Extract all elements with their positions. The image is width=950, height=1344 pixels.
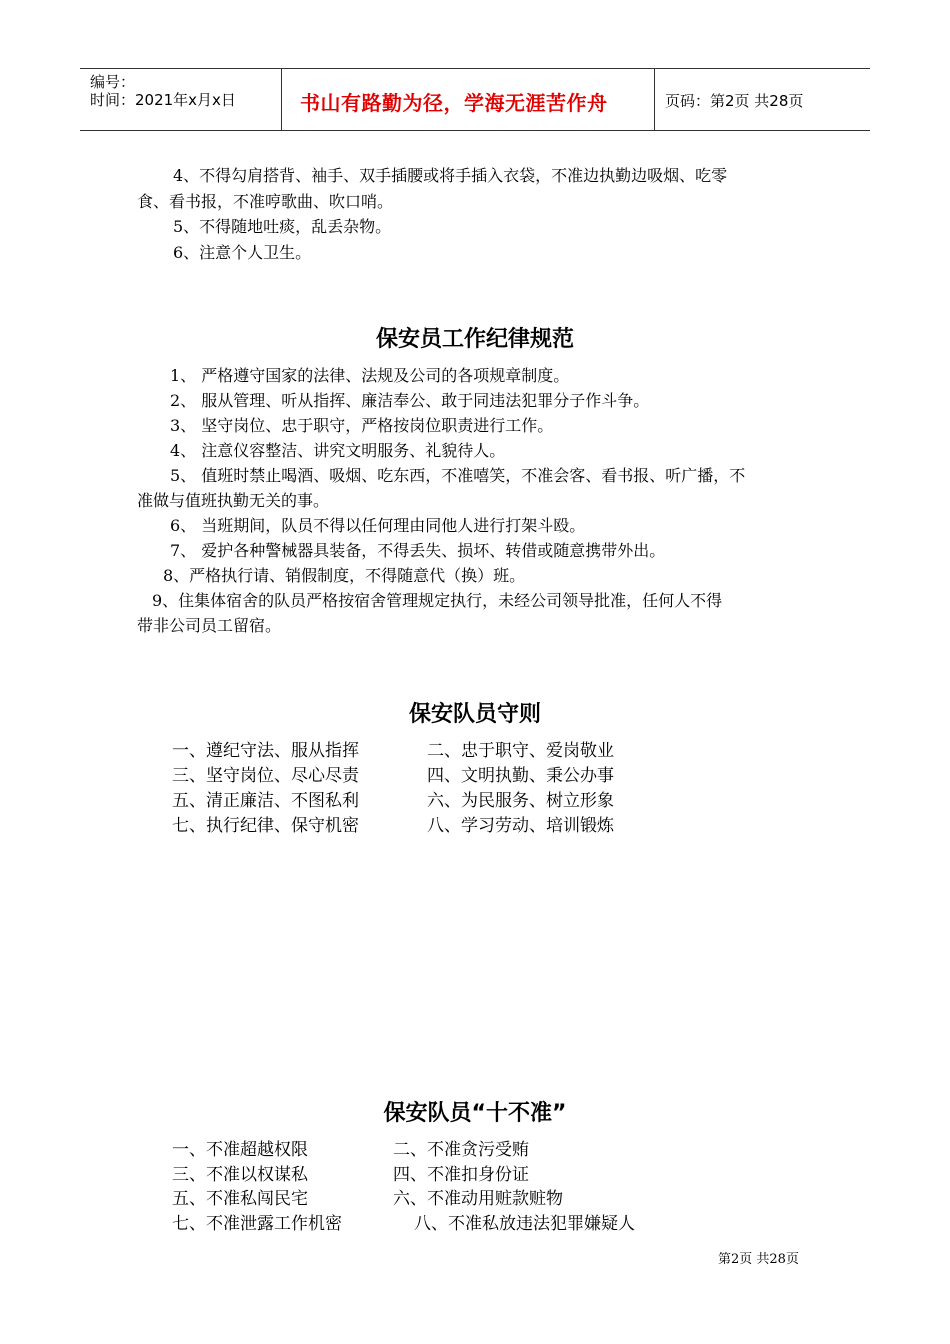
prohibition-item: 一、不准超越权限 [172, 1140, 308, 1160]
rule-line: 1、 严格遵守国家的法律、法规及公司的各项规章制度。 [170, 366, 570, 385]
rule-line: 3、 坚守岗位、忠于职守，严格按岗位职责进行工作。 [170, 416, 554, 435]
prohibition-item: 七、不准泄露工作机密 [172, 1214, 342, 1234]
code-item: 一、遵纪守法、服从指挥 [172, 741, 359, 761]
doc-number-label: 编号： [90, 73, 136, 91]
code-item: 七、执行纪律、保守机密 [172, 816, 359, 836]
section-title: 保安队员“十不准” [383, 1101, 567, 1126]
prohibition-item: 二、不准贪污受贿 [393, 1140, 529, 1160]
rule-line: 6、 当班期间，队员不得以任何理由同他人进行打架斗殴。 [170, 516, 586, 535]
code-item: 四、文明执勤、秉公办事 [427, 766, 614, 786]
rule-line: 4、 注意仪容整洁、讲究文明服务、礼貌待人。 [170, 441, 506, 460]
page-header [80, 68, 870, 131]
prohibition-item: 三、不准以权谋私 [172, 1165, 308, 1185]
header-divider [654, 69, 655, 130]
header-motto: 书山有路勤为径，学海无涯苦作舟 [300, 91, 608, 115]
header-divider [281, 69, 282, 130]
rule-line: 8、严格执行请、销假制度，不得随意代（换）班。 [163, 566, 526, 585]
rule-line: 7、 爱护各种警械器具装备，不得丢失、损坏、转借或随意携带外出。 [170, 541, 666, 560]
section-title: 保安队员守则 [408, 702, 541, 727]
code-item: 三、坚守岗位、尽心尽责 [172, 766, 359, 786]
page-footer: 第2页 共28页 [718, 1252, 799, 1267]
intro-line: 5、不得随地吐痰，乱丢杂物。 [173, 217, 392, 236]
doc-date: 时间：2021年x月x日 [90, 91, 236, 109]
prohibition-item: 六、不准动用赃款赃物 [393, 1189, 563, 1209]
intro-line: 4、不得勾肩搭背、袖手、双手插腰或将手插入衣袋，不准边执勤边吸烟、吃零 [173, 166, 728, 185]
prohibition-item: 八、不准私放违法犯罪嫌疑人 [414, 1214, 635, 1234]
header-page-info: 页码：第2页 共28页 [665, 92, 804, 110]
rule-line: 5、 值班时禁止喝酒、吸烟、吃东西，不准嘻笑，不准会客、看书报、听广播，不 [170, 466, 746, 485]
prohibition-item: 四、不准扣身份证 [393, 1165, 529, 1185]
rule-line: 2、 服从管理、听从指挥、廉洁奉公、敢于同违法犯罪分子作斗争。 [170, 391, 650, 410]
section-title: 保安员工作纪律规范 [375, 327, 574, 352]
code-item: 二、忠于职守、爱岗敬业 [427, 741, 614, 761]
intro-line: 6、注意个人卫生。 [173, 243, 312, 262]
prohibition-item: 五、不准私闯民宅 [172, 1189, 308, 1209]
rule-line: 准做与值班执勤无关的事。 [137, 491, 330, 510]
rule-line: 带非公司员工留宿。 [137, 616, 282, 635]
code-item: 六、为民服务、树立形象 [427, 791, 614, 811]
code-item: 五、清正廉洁、不图私利 [172, 791, 359, 811]
rule-line: 9、住集体宿舍的队员严格按宿舍管理规定执行，未经公司领导批准，任何人不得 [152, 591, 723, 610]
intro-line: 食、看书报，不准哼歌曲、吹口哨。 [137, 192, 394, 211]
code-item: 八、学习劳动、培训锻炼 [427, 816, 614, 836]
